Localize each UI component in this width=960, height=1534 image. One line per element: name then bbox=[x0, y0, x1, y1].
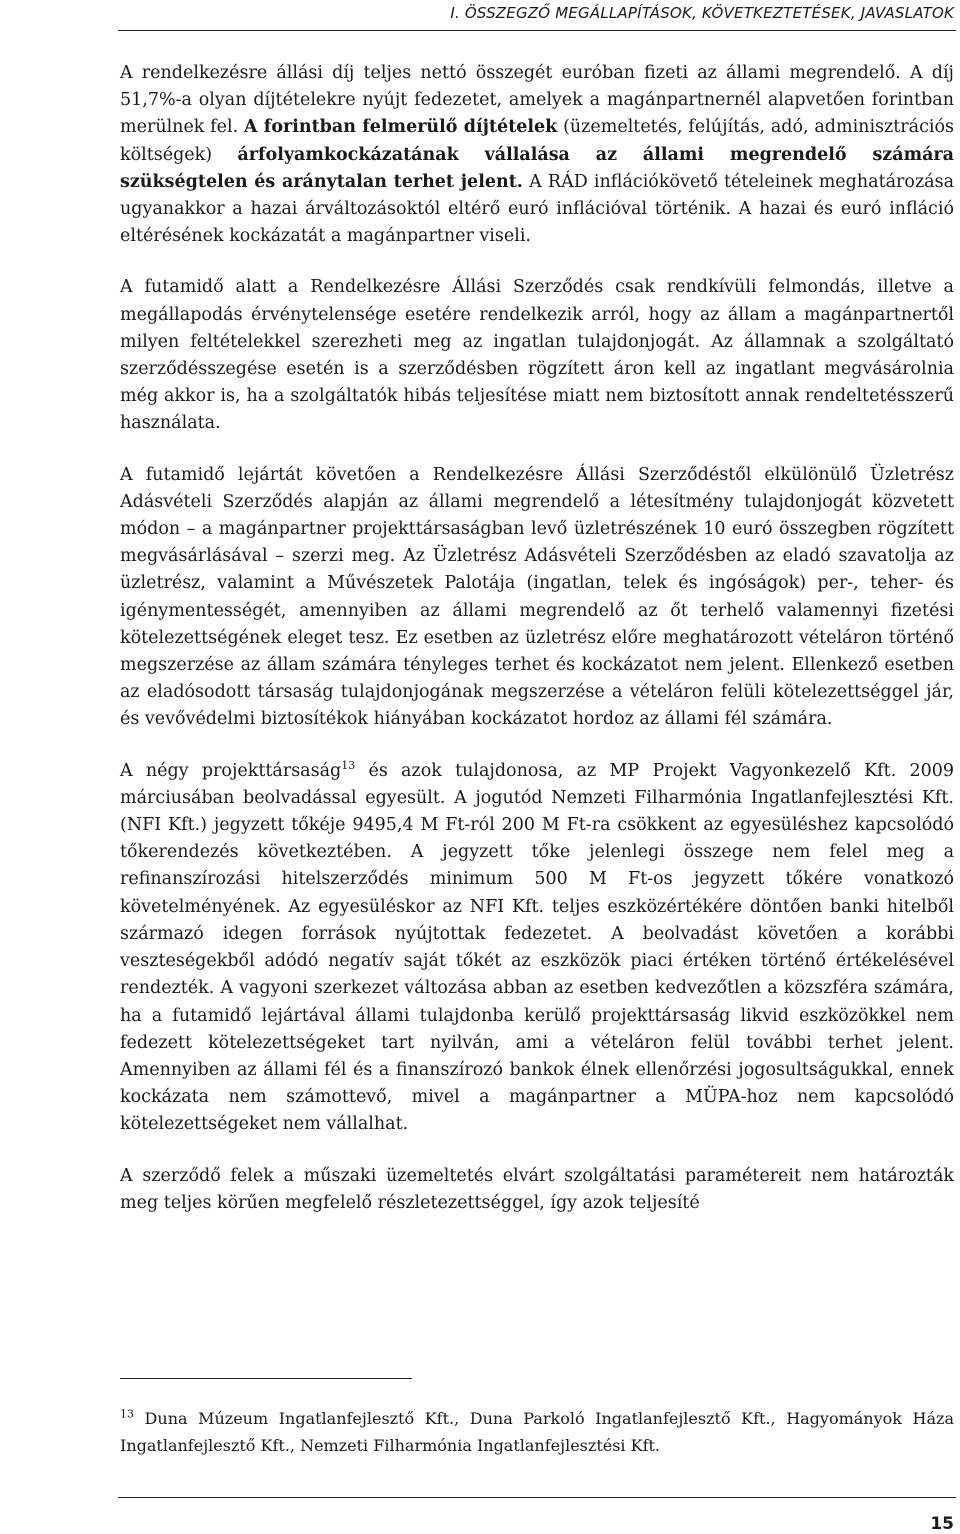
p4-text-a: A négy projekttársaság bbox=[120, 760, 342, 781]
footnote-text: Duna Múzeum Ingatlanfejlesztő Kft., Duna Parkoló Ingatlanfejlesztő Kft., Hagyományok Háza Ingatlanfejlesztő Kft., Nemzeti Filharmónia Ingatlanfejlesztési Kft. bbox=[120, 1409, 954, 1455]
p1-text-d: A RÁD inflációkövető tételeinek meghatározása ugyanakkor a hazai árváltozásoktól eltérő euró inflációval történik. A hazai és euró infláció eltérésének kockázatát a magánpartner viseli. bbox=[120, 171, 955, 247]
p1-bold-2: árfolyamkockázatának vállalása az állami megrendelő számára szükségtelen és aránytalan terhet jelent. bbox=[120, 144, 954, 192]
running-header: I. ÖSSZEGZŐ MEGÁLLAPÍTÁSOK, KÖVETKEZTETÉSEK, JAVASLATOK bbox=[450, 4, 954, 22]
footer-rule bbox=[118, 1497, 956, 1498]
footnote-number: 13 bbox=[120, 1407, 134, 1421]
body-text bbox=[120, 60, 954, 1241]
paragraph-2: A futamidő alatt a Rendelkezésre Állási Szerződés csak rendkívüli felmondás, illetve a megállapodás érvénytelensége esetére rendelkezik arról, hogy az állam a magánpartnertől milyen feltételekkel szerezheti meg az ingatlan tulajdonjogát. Az államnak a szolgáltató szerződésszegése esetén is a szerződésben rögzített áron kell az ingatlant megvásárolnia még akkor is, ha a szolgáltatók hibás teljesítése miatt nem biztosított annak rendeltetésszerű használata. bbox=[120, 277, 954, 434]
paragraph-5: A szerződő felek a műszaki üzemeltetés elvárt szolgáltatási paramétereit nem határozták meg teljes körűen megfelelő részletezettséggel, így azok teljesíté bbox=[120, 1165, 954, 1213]
header-rule bbox=[118, 30, 956, 31]
p1-text-a: A rendelkezésre állási díj teljes nettó összegét euróban fizeti az állami megrendelő. A díj 51,7%-a olyan díjtételekre nyújt fedezetet, amelyek a magánpartnernél alapvetően forintban merülnek fel. bbox=[120, 63, 954, 138]
paragraph-1 bbox=[120, 60, 954, 250]
footnote-reference[interactable]: 13 bbox=[341, 758, 356, 772]
page-number: 15 bbox=[930, 1514, 954, 1534]
p1-text-c: (üzemeltetés, felújítás, adó, adminisztrációs költségek) bbox=[120, 117, 954, 165]
footnote bbox=[120, 1405, 954, 1459]
footnote-rule bbox=[120, 1378, 412, 1379]
p4-text-b: és azok tulajdonosa, az MP Projekt Vagyonkezelő Kft. 2009 márciusában beolvadással egyesült. A jogutód Nemzeti Filharmónia Ingatlanfejlesztési Kft. (NFI Kft.) jegyzett tőkéje 9495,4 M Ft-ról 200 M Ft-ra csökkent az egyesüléshez kapcsolódó tőkerendezés következtében. A jegyzett tőke jelenlegi összege nem felel meg a refinanszírozási hitelszerződés minimum 500 M Ft-os jegyzett tőkére vonatkozó követelményének. Az egyesüléskor az NFI Kft. teljes eszközértékére döntően banki hitelből származó idegen források nyújtottak fedezetet. A beolvadást követően a korábbi veszteségekből adódó negatív saját tőkét az eszközök piaci értéken történő értékelésével rendezték. A vagyoni szerkezet változása abban az esetben kedvezőtlen a közszféra számára, ha a futamidő lejártával állami tulajdonba kerülő projekttársaság likvid eszközökkel nem fedezett kötelezettségeket tart nyilván, ami a vételáron felül további terhet jelent. Amennyiben az állami fél és a finanszírozó bankok élnek ellenőrzési jogosultságukkal, ennek kockázata nem számottevő, mivel a magánpartner a MÜPA-hoz nem kapcsolódó kötelezettségeket nem vállalhat. bbox=[120, 760, 954, 1135]
paragraph-3: A futamidő lejártát követően a Rendelkezésre Állási Szerződéstől elkülönülő Üzletrész Adásvételi Szerződés alapján az állami megrendelő a létesítmény tulajdonjogát közvetett módon – a magánpartner projekttársaságban levő üzletrészének 10 euró összegben rögzített megvásárlásával – szerzi meg. Az Üzletrész Adásvételi Szerződésben az eladó szavatolja az üzletrész, valamint a Művészetek Palotája (ingatlan, telek és ingóságok) per-, teher- és igénymentességét, amennyiben az állami megrendelő az őt terhelő valamennyi fizetési kötelezettségének eleget tesz. Ez esetben az üzletrész előre meghatározott vételáron történő megszerzése az állam számára tényleges terhet és kockázatot nem jelent. Ellenkező esetben az eladósodott társaság tulajdonjogának megszerzése a vételáron felüli kötelezettséggel jár, és vevővédelmi biztosítékok hiányában kockázatot hordoz az állami fél számára. bbox=[120, 464, 954, 730]
paragraph-4 bbox=[120, 758, 954, 1139]
p1-bold-1: A forintban felmerülő díjtételek bbox=[243, 117, 558, 138]
